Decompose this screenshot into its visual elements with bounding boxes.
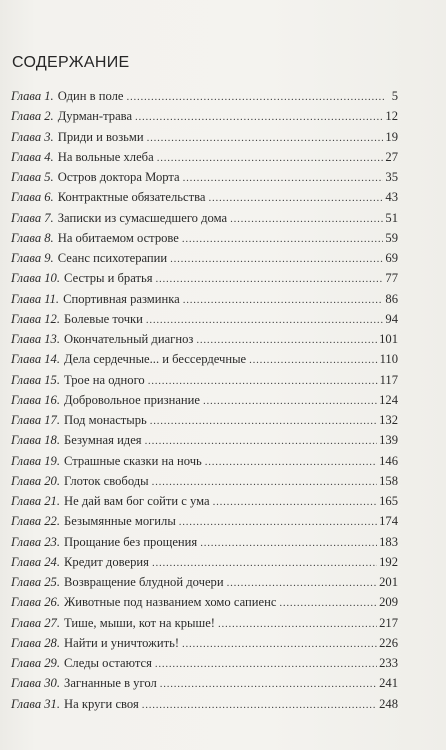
chapter-title: Сеанс психотерапии xyxy=(57,251,168,265)
dot-leader xyxy=(208,188,383,208)
page-number: 226 xyxy=(379,635,398,650)
toc-entry xyxy=(11,228,398,248)
dot-leader xyxy=(182,229,384,249)
page-number: 110 xyxy=(379,352,398,367)
dot-leader xyxy=(203,391,377,411)
chapter-label: Глава 2. xyxy=(11,109,54,124)
toc-entry xyxy=(11,410,398,430)
page-number: 146 xyxy=(379,453,398,468)
page-number: 139 xyxy=(379,433,398,448)
chapter-title: Дела сердечные... и бессердечные xyxy=(64,352,247,367)
chapter-label: Глава 21. xyxy=(11,494,61,508)
chapter-title: Контрактные обязательства xyxy=(57,190,206,205)
toc-entry xyxy=(11,633,398,653)
chapter-title: Не дай вам бог сойти с ума xyxy=(64,494,210,508)
page-number: 59 xyxy=(385,230,398,245)
chapter-label: Глава 26. xyxy=(11,595,61,610)
toc-entry xyxy=(11,653,398,673)
dot-leader xyxy=(213,492,378,512)
page-number: 117 xyxy=(379,372,398,387)
page-number: 248 xyxy=(379,696,398,711)
chapter-title: Прощание без прощения xyxy=(64,534,198,549)
page-number: 209 xyxy=(379,595,398,610)
dot-leader xyxy=(152,553,377,573)
chapter-title: Кредит доверия xyxy=(64,554,149,569)
toc-entry xyxy=(11,147,398,167)
chapter-title: Следы остаются xyxy=(64,656,152,670)
toc-entry xyxy=(11,106,398,126)
toc-entry xyxy=(11,451,398,471)
chapter-label: Глава 14. xyxy=(11,352,61,367)
dot-leader xyxy=(147,128,384,148)
toc-entry xyxy=(11,248,398,268)
dot-leader xyxy=(183,290,384,310)
chapter-label: Глава 28. xyxy=(11,635,61,650)
chapter-label: Глава 23. xyxy=(11,534,61,549)
chapter-title: Безумная идея xyxy=(64,433,142,448)
page-number: 101 xyxy=(379,332,398,346)
dot-leader xyxy=(279,593,377,613)
page-number: 27 xyxy=(385,149,398,164)
chapter-title: Болевые точки xyxy=(64,311,143,326)
dot-leader xyxy=(135,107,383,127)
toc-entry xyxy=(11,613,398,633)
dot-leader xyxy=(170,249,383,269)
toc-entry xyxy=(11,167,398,187)
chapter-label: Глава 16. xyxy=(11,392,61,407)
dot-leader xyxy=(227,573,378,593)
chapter-label: Глава 19. xyxy=(11,453,61,468)
chapter-title: Тише, мыши, кот на крыше! xyxy=(64,615,215,630)
chapter-label: Глава 29. xyxy=(11,656,61,670)
chapter-label: Глава 8. xyxy=(11,230,54,245)
chapter-label: Глава 18. xyxy=(11,433,61,448)
page-number: 183 xyxy=(379,534,398,549)
chapter-label: Глава 7. xyxy=(11,210,54,225)
chapter-label: Глава 12. xyxy=(11,311,61,326)
toc-entry xyxy=(11,491,398,511)
dot-leader xyxy=(182,634,377,654)
dot-leader xyxy=(205,452,377,472)
chapter-label: Глава 27. xyxy=(11,615,61,630)
chapter-title: Записки из сумасшедшего дома xyxy=(57,210,228,225)
chapter-title: Глоток свободы xyxy=(64,473,149,488)
page-number: 201 xyxy=(379,575,398,589)
dot-leader xyxy=(157,148,384,168)
dot-leader xyxy=(155,654,377,674)
chapter-title: Возвращение блудной дочери xyxy=(64,575,224,589)
toc-entry xyxy=(11,127,398,147)
chapter-title: Приди и возьми xyxy=(57,129,144,144)
chapter-label: Глава 5. xyxy=(11,170,54,184)
chapter-label: Глава 6. xyxy=(11,190,54,205)
toc-entry xyxy=(11,390,398,410)
toc-entry xyxy=(11,532,398,552)
chapter-label: Глава 10. xyxy=(11,271,61,286)
page-number: 233 xyxy=(379,656,398,670)
chapter-label: Глава 9. xyxy=(11,251,54,265)
dot-leader xyxy=(160,674,377,694)
chapter-title: Окончательный диагноз xyxy=(64,332,194,346)
page-number: 158 xyxy=(379,473,398,488)
chapter-title: Животные под названием хомо сапиенс xyxy=(64,595,277,610)
dot-leader xyxy=(179,512,377,532)
dot-leader xyxy=(142,695,377,715)
chapter-label: Глава 1. xyxy=(11,89,54,103)
dot-leader xyxy=(183,168,384,188)
toc-entry xyxy=(11,592,398,612)
dot-leader xyxy=(196,330,377,350)
chapter-title: Сестры и братья xyxy=(64,271,153,286)
toc-entry xyxy=(11,430,398,450)
chapter-label: Глава 11. xyxy=(11,291,60,306)
toc-entry xyxy=(11,187,398,207)
dot-leader xyxy=(230,209,383,229)
dot-leader xyxy=(148,371,378,391)
chapter-title: Найти и уничтожить! xyxy=(64,635,180,650)
chapter-title: Трое на одного xyxy=(64,372,145,387)
dot-leader xyxy=(249,350,377,370)
toc-entry xyxy=(11,309,398,329)
page-number: 19 xyxy=(385,129,398,144)
chapter-title: Под монастырь xyxy=(64,413,147,427)
chapter-label: Глава 3. xyxy=(11,129,54,144)
chapter-title: Добровольное признание xyxy=(64,392,201,407)
chapter-title: На обитаемом острове xyxy=(57,230,179,245)
toc-entry xyxy=(11,268,398,288)
toc-entry xyxy=(11,673,398,693)
chapter-title: На вольные хлеба xyxy=(57,149,154,164)
page-number: 124 xyxy=(379,392,398,407)
toc-entry xyxy=(11,552,398,572)
chapter-title: Один в поле xyxy=(57,89,124,103)
page-number: 5 xyxy=(391,89,398,103)
page-number: 43 xyxy=(385,190,398,205)
chapter-label: Глава 13. xyxy=(11,332,61,346)
dot-leader xyxy=(152,472,377,492)
page-number: 94 xyxy=(385,311,398,326)
chapter-label: Глава 22. xyxy=(11,514,61,529)
page-number: 77 xyxy=(385,271,398,286)
toc-entry xyxy=(11,694,398,714)
page-number: 51 xyxy=(385,210,398,225)
page-number: 69 xyxy=(385,251,398,265)
toc-entry xyxy=(11,511,398,531)
page-title: СОДЕРЖАНИЕ xyxy=(12,54,130,71)
dot-leader xyxy=(150,411,377,431)
chapter-title: Спортивная разминка xyxy=(63,291,180,306)
page-number: 86 xyxy=(385,291,398,306)
page-number: 165 xyxy=(379,494,398,508)
page-number: 174 xyxy=(379,514,398,529)
dot-leader xyxy=(145,431,378,451)
toc-entry xyxy=(11,471,398,491)
dot-leader xyxy=(146,310,384,330)
chapter-label: Глава 17. xyxy=(11,413,61,427)
chapter-title: Дурман-трава xyxy=(57,109,133,124)
chapter-title: Страшные сказки на ночь xyxy=(64,453,202,468)
table-of-contents xyxy=(11,86,398,714)
chapter-title: Остров доктора Морта xyxy=(57,170,180,184)
dot-leader xyxy=(200,533,377,553)
toc-entry xyxy=(11,349,398,369)
toc-entry xyxy=(11,329,398,349)
dot-leader xyxy=(156,269,384,289)
chapter-label: Глава 25. xyxy=(11,575,61,589)
chapter-title: На круги своя xyxy=(64,696,139,711)
toc-entry xyxy=(11,289,398,309)
page-number: 132 xyxy=(379,413,398,427)
chapter-label: Глава 15. xyxy=(11,372,61,387)
chapter-label: Глава 31. xyxy=(11,696,61,711)
chapter-label: Глава 24. xyxy=(11,554,61,569)
page-number: 35 xyxy=(385,170,398,184)
page-number: 12 xyxy=(385,109,398,124)
chapter-label: Глава 4. xyxy=(11,149,54,164)
toc-entry xyxy=(11,208,398,228)
chapter-title: Безымянные могилы xyxy=(64,514,176,529)
chapter-label: Глава 30. xyxy=(11,676,61,691)
dot-leader xyxy=(218,614,377,634)
chapter-title: Загнанные в угол xyxy=(64,676,157,691)
dot-leader xyxy=(127,87,386,107)
page-number: 217 xyxy=(379,615,398,630)
page-number: 192 xyxy=(379,554,398,569)
toc-entry xyxy=(11,572,398,592)
toc-entry xyxy=(11,86,398,106)
chapter-label: Глава 20. xyxy=(11,473,61,488)
toc-entry xyxy=(11,370,398,390)
page-number: 241 xyxy=(379,676,398,691)
